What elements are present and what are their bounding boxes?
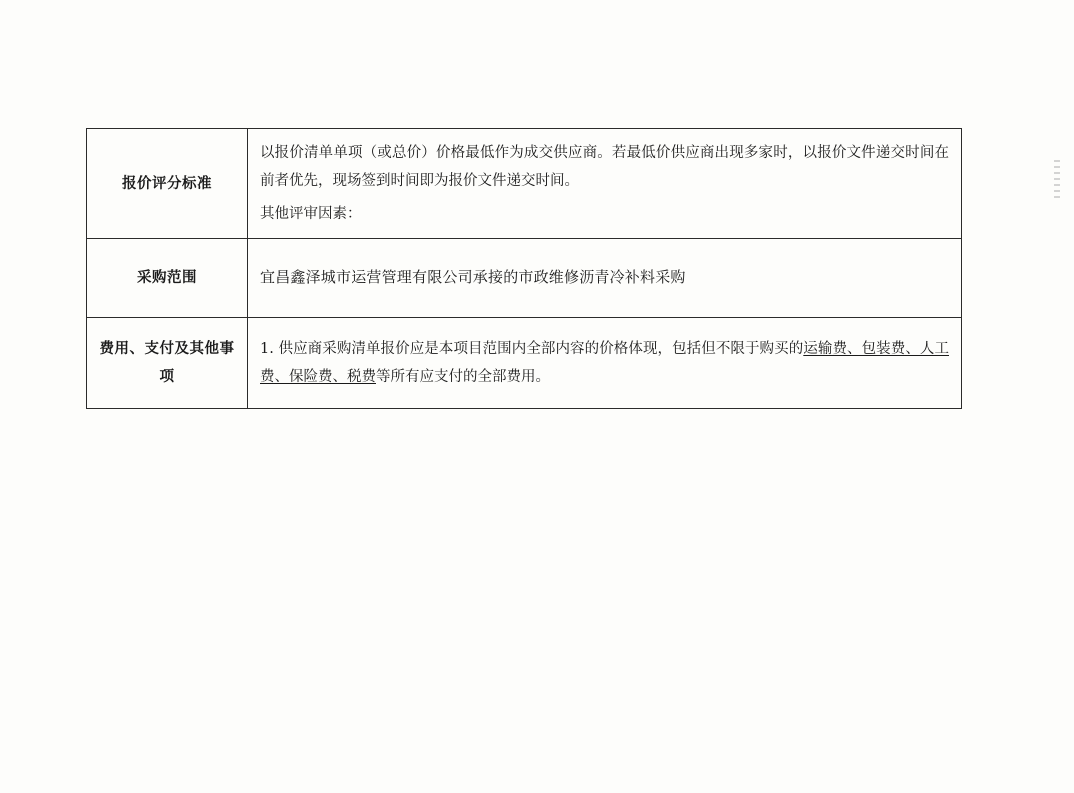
- table-row-scoring-criteria: [87, 129, 962, 239]
- row-content-fees-payment-other: [248, 317, 962, 408]
- row-content-procurement-scope: 宜昌鑫泽城市运营管理有限公司承接的市政维修沥青冷补料采购: [248, 238, 962, 317]
- row-content-scoring-criteria: [248, 129, 962, 239]
- fees-tail-text: 等所有应支付的全部费用。: [376, 368, 550, 385]
- row-label-procurement-scope: 采购范围: [87, 238, 248, 317]
- row-label-scoring-criteria: 报价评分标准: [87, 129, 248, 239]
- procurement-terms-table: [86, 128, 962, 409]
- fees-lead-text: 1. 供应商采购清单报价应是本项目范围内全部内容的价格体现，包括但不限于购买的: [260, 340, 804, 357]
- scan-edge-artifact: [1054, 160, 1060, 200]
- fees-underlined-text: 运输费、包装费、人工费、保险费、税费: [260, 340, 949, 385]
- scoring-criteria-line-2: 其他评审因素：: [260, 205, 362, 222]
- table-row-procurement-scope: [87, 238, 962, 317]
- scoring-criteria-line-1: 以报价清单单项（或总价）价格最低作为成交供应商。若最低价供应商出现多家时，以报价文件递交时间在前者优先，现场签到时间即为报价文件递交时间。: [260, 145, 949, 190]
- table-row-fees-payment-other: [87, 317, 962, 408]
- row-label-fees-payment-other: 费用、支付及其他事项: [87, 317, 248, 408]
